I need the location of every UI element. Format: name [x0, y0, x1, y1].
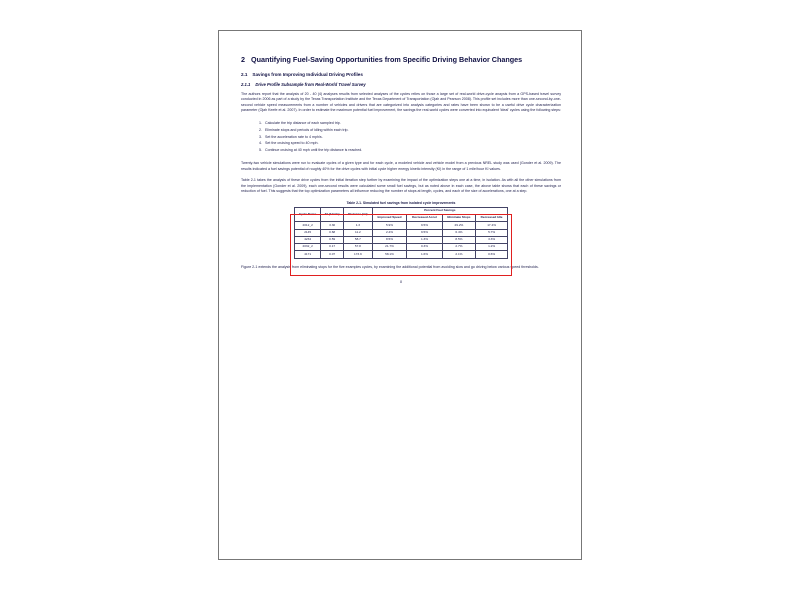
cell-distance: 1.3	[344, 222, 373, 229]
cell-decreased-accel: 1.3%	[407, 236, 442, 243]
cell-distance: 173.9	[344, 251, 373, 258]
subsection-title: Savings from Improving Individual Driving Profiles	[252, 71, 363, 77]
cell-cycle-name: 4171	[295, 251, 321, 258]
cell-improved-speed: 58.1%	[372, 251, 407, 258]
cell-decreased-idle: 1.2%	[476, 244, 508, 251]
col-decreased-idle: Decreased Idle	[476, 215, 508, 222]
cell-ki: 0.59	[321, 236, 344, 243]
cell-ki: 3.30	[321, 222, 344, 229]
subsection-number: 2.1	[241, 71, 248, 77]
cell-eliminate-stops: 6.4%	[442, 229, 476, 236]
section-title: Quantifying Fuel-Saving Opportunities from Specific Driving Behavior Changes	[251, 55, 523, 64]
cell-decreased-accel: 1.6%	[407, 251, 442, 258]
cell-decreased-idle: 5.7%	[476, 229, 508, 236]
body-paragraph-2: Twenty-two vehicle simulations were run to evaluate cycles of a given type and for each cycle, a modeled vehicle and vehicle model from a previous NREL study was used (Gonder et al. 2009). The results indicated a fuel savings potential of roughly 40% for the drive cycles with initial cycle higher energy kinetic intensity (KI) in the range of 1 mile/hour KI values.	[241, 161, 561, 171]
section-number: 2	[241, 55, 245, 64]
list-item: 4. Set the cruising speed to 40 mph.	[263, 140, 561, 147]
cell-eliminate-stops: 29.2%	[442, 222, 476, 229]
cell-decreased-accel: 9.5%	[407, 229, 442, 236]
col-eliminate-stops: Eliminate Stops	[442, 215, 476, 222]
method-steps-list	[241, 120, 561, 154]
cell-decreased-accel: 9.5%	[407, 222, 442, 229]
table-row	[295, 222, 508, 229]
cell-cycle-name: 2012_2	[295, 222, 321, 229]
table-caption: Table 2-1. Simulated fuel savings from isolated cycle improvements	[346, 200, 456, 205]
subsubsection-title: Drive Profile Subsample from Real-World Travel Survey	[255, 81, 366, 87]
subsubsection-number: 2.1.1	[241, 81, 251, 87]
document-page	[218, 30, 582, 560]
cell-eliminate-stops: 8.5%	[442, 236, 476, 243]
cell-decreased-idle: 3.3%	[476, 236, 508, 243]
cell-improved-speed: 2.4%	[372, 229, 407, 236]
body-paragraph-1: The authors report that the analysis of 20 - 40 (4) analyses results from selected analyses of the cycles relies on those a large set of real-world drive-cycle anaysis from a GPS-based travel survey conducted in 2006 as part of a study by the Texas Transportation Institute and the Texas Department of Transportation (Ojah and Pearson 2008). This profile set includes more than one-second-by-one-second vehicle speed measurements from a number of vehicles and drivers that are categorized into analysis categories and rates have been shown to be a useful drive cycle characterization parameter (Ojah Keefe et al. 2007). In order to estimate the maximum potential fuel improvement, the savings the real-world cycles were converted into equivalent 'ideal' cycles using the following steps:	[241, 91, 561, 113]
body-paragraph-4: Figure 2-1 extends the analysis from eliminating stops for the five examples cycles, by examining the additional potential from avoiding slow and go driving below various speed thresholds.	[241, 264, 539, 269]
cell-improved-speed: 5.9%	[372, 222, 407, 229]
table-row	[295, 229, 508, 236]
cell-ki: 0.68	[321, 229, 344, 236]
list-item: 2. Eliminate stops and periods of idling within each trip.	[263, 127, 561, 134]
subsubsection-heading	[241, 82, 561, 87]
page-content	[241, 55, 561, 515]
cell-improved-speed: 8.5%	[372, 236, 407, 243]
cell-cycle-name: 2032_2	[295, 244, 321, 251]
cell-ki: 0.07	[321, 251, 344, 258]
cell-distance: 11.2	[344, 229, 373, 236]
cell-eliminate-stops: 2.7%	[442, 244, 476, 251]
col-improved-speed: Improved Speed	[372, 215, 407, 222]
cell-decreased-accel: 0.3%	[407, 244, 442, 251]
table-region	[294, 207, 508, 259]
cell-ki: 0.17	[321, 244, 344, 251]
page-number: 8	[400, 280, 402, 285]
table-row	[295, 251, 508, 258]
col-cycle-name: Cycle Name	[295, 207, 321, 221]
col-group-percent-fuel-savings: Percent Fuel Savings	[372, 207, 507, 214]
results-table	[294, 207, 508, 259]
section-heading	[241, 55, 561, 65]
list-item: 1. Calculate the trip distance of each sampled trip.	[263, 120, 561, 127]
col-distance: Distance (mi)	[344, 207, 373, 221]
cell-distance: 57.8	[344, 244, 373, 251]
cell-cycle-name: 4234	[295, 236, 321, 243]
table-row	[295, 236, 508, 243]
col-decreased-accel: Decreased Accel	[407, 215, 442, 222]
cell-improved-speed: 21.7%	[372, 244, 407, 251]
cell-distance: 58.7	[344, 236, 373, 243]
body-paragraph-3: Table 2-1 takes the analysis of these drive cycles from the initial iteration step further by examining the impact of the optimization steps one at a time, in isolation. As with all the other simulations from the implementation (Gonder et al. 2009), each one-second results were calculated some small fuel savings, but as noted above in each case, the above table shows that each of these savings or reduction of fuel. This suggests that the top optimization parameters all influence reducing the number of stops at length, cycles, and each of the size of accelerations, one at a step.	[241, 178, 561, 194]
subsection-heading	[241, 72, 561, 77]
cell-decreased-idle: 0.6%	[476, 251, 508, 258]
cell-eliminate-stops: 2.1%	[442, 251, 476, 258]
cell-decreased-idle: 17.4%	[476, 222, 508, 229]
list-item: 5. Continue cruising at 40 mph until the trip distance is reached.	[263, 147, 561, 154]
col-ki: KI (1/mile)	[321, 207, 344, 221]
list-item: 3. Set the acceleration rate to 4 mph/s.	[263, 134, 561, 141]
table-header-row-group	[295, 207, 508, 214]
cell-cycle-name: 2145	[295, 229, 321, 236]
table-row	[295, 244, 508, 251]
